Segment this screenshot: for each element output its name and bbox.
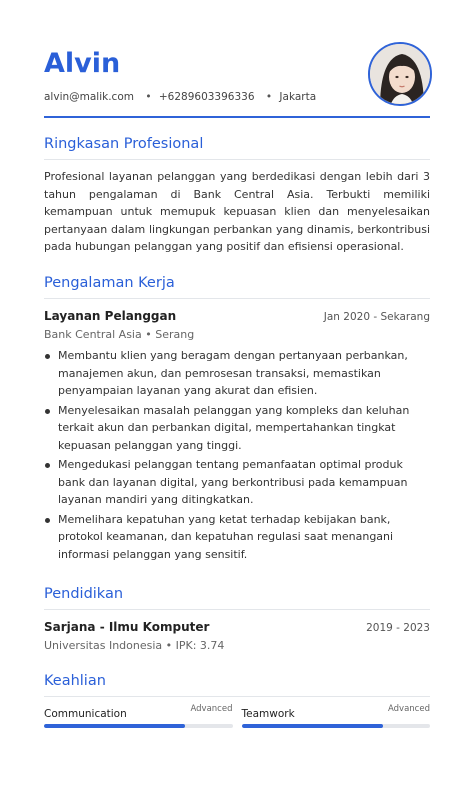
contact-line (44, 91, 316, 103)
job-company: Bank Central Asia • Serang (44, 328, 195, 341)
job-bullet: Membantu klien yang beragam dengan pertanyaan perbankan, manajemen akun, dan pemrosesan transaksi, memastikan penyampaian layanan yang akurat dan efisien. (44, 347, 430, 400)
education-school: Universitas Indonesia • IPK: 3.74 (44, 639, 225, 652)
education-entry (44, 620, 430, 652)
email-text: alvin@malik.com (44, 91, 134, 103)
section-title-education: Pendidikan (44, 586, 430, 610)
phone-text: +6289603396336 (158, 91, 255, 103)
separator-dot: • (265, 91, 273, 103)
section-title-summary: Ringkasan Profesional (44, 136, 430, 160)
skill-progress-bar (44, 724, 233, 728)
skill-name: Teamwork (241, 708, 295, 720)
skill-level: Advanced (190, 704, 233, 714)
education-degree: Sarjana - Ilmu Komputer (44, 620, 210, 634)
skills-list (44, 704, 430, 730)
job-bullet: Menyelesaikan masalah pelanggan yang kompleks dan keluhan terkait akun dan perbankan digital, mempertahankan tingkat kepuasan pelanggan yang tinggi. (44, 402, 430, 455)
skill-level: Advanced (388, 704, 430, 714)
profile-photo-avatar (368, 42, 432, 106)
job-bullet: Mengedukasi pelanggan tentang pemanfaatan optimal produk bank dan layanan digital, yang berkontribusi pada kemampuan layanan mandiri yang ditingkatkan. (44, 456, 430, 509)
summary-paragraph: Profesional layanan pelanggan yang berdedikasi dengan lebih dari 3 tahun pengalaman di Bank Central Asia. Terbukti memiliki kemampuan untuk memupuk kepuasan klien dan menyelesaikan pertanyaan dalam lingkungan perbankan yang dinamis, berkontribusi pada hubungan pelanggan yang positif dan efisiensi operasional. (44, 170, 430, 253)
location-text: Jakarta (279, 91, 317, 103)
section-title-experience: Pengalaman Kerja (44, 275, 430, 299)
job-bullet: Memelihara kepatuhan yang ketat terhadap kebijakan bank, protokol keamanan, dan kepatuhan regulasi saat menangani informasi pelanggan yang sensitif. (44, 511, 430, 564)
skill-item (242, 704, 431, 730)
job-bullet-list (44, 347, 430, 563)
resume-header (44, 0, 430, 118)
experience-entry (44, 309, 430, 565)
section-title-skills: Keahlian (44, 673, 430, 697)
skill-item (44, 704, 233, 730)
job-position: Layanan Pelanggan (44, 309, 177, 323)
skill-progress-fill (44, 724, 185, 728)
skill-progress-bar (242, 724, 431, 728)
portrait-illustration (370, 44, 432, 106)
skill-name: Communication (44, 708, 127, 720)
skill-progress-fill (242, 724, 383, 728)
education-dates: 2019 - 2023 (366, 622, 430, 634)
job-dates: Jan 2020 - Sekarang (323, 311, 430, 323)
separator-dot: • (145, 91, 152, 103)
candidate-name: Alvin (44, 48, 121, 79)
